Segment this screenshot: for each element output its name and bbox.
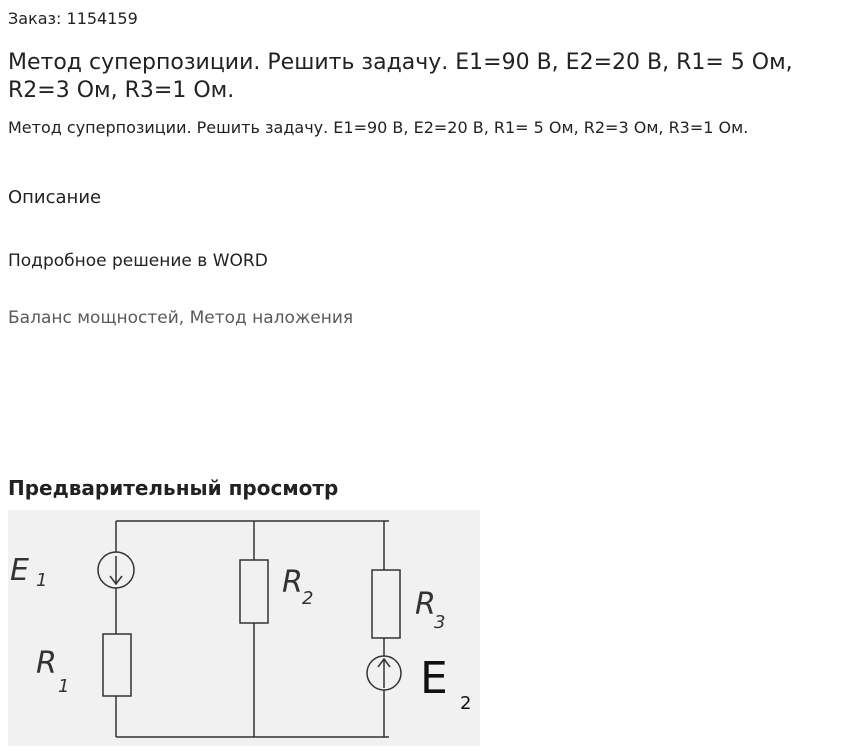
tag-separator: ,: [178, 308, 190, 328]
r3-label: R: [415, 587, 436, 622]
description-heading: Описание: [8, 187, 102, 208]
tag-list: [8, 308, 353, 328]
e2-subscript: 2: [460, 693, 472, 714]
order-number: Заказ: 1154159: [8, 9, 138, 28]
tag-link-superposition-method[interactable]: Метод наложения: [189, 308, 354, 328]
page-title: Метод суперпозиции. Решить задачу. E1=90 В, E2=20 В, R1= 5 Ом, R2=3 Ом, R3=1 Ом.: [8, 50, 793, 103]
preview-heading: Предварительный просмотр: [8, 476, 339, 500]
r1-label: R: [36, 646, 57, 681]
r1-subscript: 1: [58, 676, 70, 697]
e2-label: E: [420, 653, 448, 704]
r2-label: R: [282, 565, 303, 600]
r3-subscript: 3: [434, 612, 446, 633]
tag-link-power-balance[interactable]: Баланс мощностей: [8, 308, 179, 328]
e1-label: E: [10, 553, 29, 588]
e1-subscript: 1: [36, 570, 48, 591]
circuit-diagram: [8, 510, 480, 746]
preview-background: [8, 510, 480, 746]
description-text: Подробное решение в WORD: [8, 251, 268, 271]
r2-subscript: 2: [302, 588, 314, 609]
circuit-preview-image: [8, 510, 480, 746]
task-summary: Метод суперпозиции. Решить задачу. E1=90 В, E2=20 В, R1= 5 Ом, R2=3 Ом, R3=1 Ом.: [8, 118, 749, 137]
